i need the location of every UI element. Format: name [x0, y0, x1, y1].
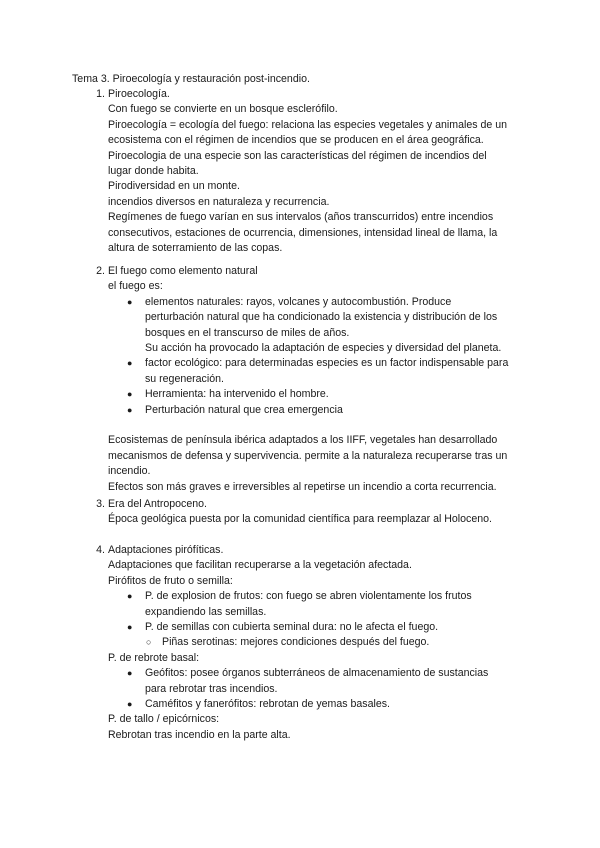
paragraph-line: mecanismos de defensa y supervivencia. permite a la naturaleza recuperarse tras un — [108, 449, 508, 462]
text-line: Época geológica puesta por la comunidad científica para reemplazar al Holoceno. — [108, 513, 492, 526]
bullet-icon: ● — [127, 389, 133, 400]
section-heading: Adaptaciones pirófíticas. — [108, 544, 224, 556]
bullet-icon: ● — [127, 668, 133, 679]
bullet-icon: ● — [127, 404, 133, 415]
bullet-item — [108, 620, 529, 635]
text-line: Piñas serotinas: mejores condiciones después del fuego. — [162, 636, 430, 649]
text-line: P. de explosion de frutos: con fuego se abren violentamente los frutos — [145, 590, 472, 603]
bullet-item — [108, 666, 529, 697]
section-4 — [89, 543, 529, 743]
text-line: Pirófitos de fruto o semilla: — [108, 574, 233, 587]
section-number: 1. — [96, 88, 105, 100]
text-line: altura de soterramiento de las copas. — [108, 242, 283, 255]
section-number: 2. — [96, 265, 105, 277]
text-line: Piroecología = ecología del fuego: relaciona las especies vegetales y animales de un — [108, 118, 507, 131]
text-line: Geófitos: posee órganos subterráneos de almacenamiento de sustancias — [145, 667, 489, 680]
text-line: el fuego es: — [108, 280, 163, 293]
text-line: Su acción ha provocado la adaptación de especies y diversidad del planeta. — [145, 342, 502, 355]
section-heading: Piroecología. — [108, 88, 170, 100]
section-number: 4. — [96, 544, 105, 556]
text-line: lugar donde habita. — [108, 165, 199, 178]
section-number: 3. — [96, 498, 105, 510]
text-line: Adaptaciones que facilitan recuperarse a la vegetación afectada. — [108, 559, 412, 572]
text-line: Rebrotan tras incendio en la parte alta. — [108, 728, 291, 741]
text-line: elementos naturales: rayos, volcanes y autocombustión. Produce — [145, 295, 452, 308]
text-line: consecutivos, estaciones de ocurrencia, dimensiones, intensidad lineal de llama, la — [108, 226, 498, 239]
text-line: expandiendo las semillas. — [145, 605, 267, 618]
document-title: Tema 3. Piroecología y restauración post-incendio. — [72, 73, 310, 85]
text-line: su regeneración. — [145, 372, 224, 385]
text-line: incendios diversos en naturaleza y recurrencia. — [108, 195, 330, 208]
text-line: bosques en el transcurso de miles de años. — [145, 326, 350, 339]
bullet-icon: ● — [127, 358, 133, 369]
text-line: P. de tallo / epicórnicos: — [108, 713, 220, 726]
section-heading: Era del Antropoceno. — [108, 498, 207, 510]
bullet-item — [108, 403, 529, 418]
section-3 — [89, 497, 529, 528]
text-line: P. de rebrote basal: — [108, 651, 200, 664]
text-line: Herramienta: ha intervenido el hombre. — [145, 388, 329, 401]
text-line: factor ecológico: para determinadas especies es un factor indispensable para — [145, 357, 509, 370]
bullet-icon: ● — [127, 591, 133, 602]
sub-bullet-item — [108, 635, 529, 650]
text-line: Caméfitos y fanerófitos: rebrotan de yemas basales. — [145, 698, 390, 711]
bullet-icon: ● — [127, 622, 133, 633]
bullet-item — [108, 697, 529, 712]
text-line: Pirodiversidad en un monte. — [108, 180, 240, 193]
paragraph-line: Efectos son más graves e irreversibles al repetirse un incendio a corta recurrencia. — [108, 480, 497, 493]
text-line: perturbación natural que ha condicionado la existencia y distribución de los — [145, 311, 498, 324]
section-1 — [89, 87, 529, 256]
hollow-bullet-icon: ○ — [146, 637, 152, 648]
section-heading: El fuego como elemento natural — [108, 265, 258, 277]
text-line: Regímenes de fuego varían en sus intervalos (años transcurridos) entre incendios — [108, 211, 494, 224]
paragraph-line: incendio. — [108, 465, 151, 478]
text-line: para rebrotar tras incendios. — [145, 682, 278, 695]
bullet-item — [108, 387, 529, 402]
text-line: Piroecologia de una especie son las características del régimen de incendios del — [108, 149, 487, 162]
text-line: Perturbación natural que crea emergencia — [145, 403, 343, 416]
bullet-item — [108, 356, 529, 387]
bullet-item — [108, 295, 529, 357]
bullet-icon: ● — [127, 296, 133, 307]
bullet-item — [108, 589, 529, 620]
text-line: P. de semillas con cubierta seminal dura: no le afecta el fuego. — [145, 621, 439, 634]
text-line: Con fuego se convierte en un bosque esclerófilo. — [108, 103, 338, 116]
bullet-icon: ● — [127, 699, 133, 710]
paragraph-line: Ecosistemas de península ibérica adaptados a los IIFF, vegetales han desarrollado — [108, 434, 498, 447]
text-line: ecosistema con el régimen de incendios que se producen en el área geográfica. — [108, 134, 484, 147]
section-2 — [89, 264, 529, 495]
